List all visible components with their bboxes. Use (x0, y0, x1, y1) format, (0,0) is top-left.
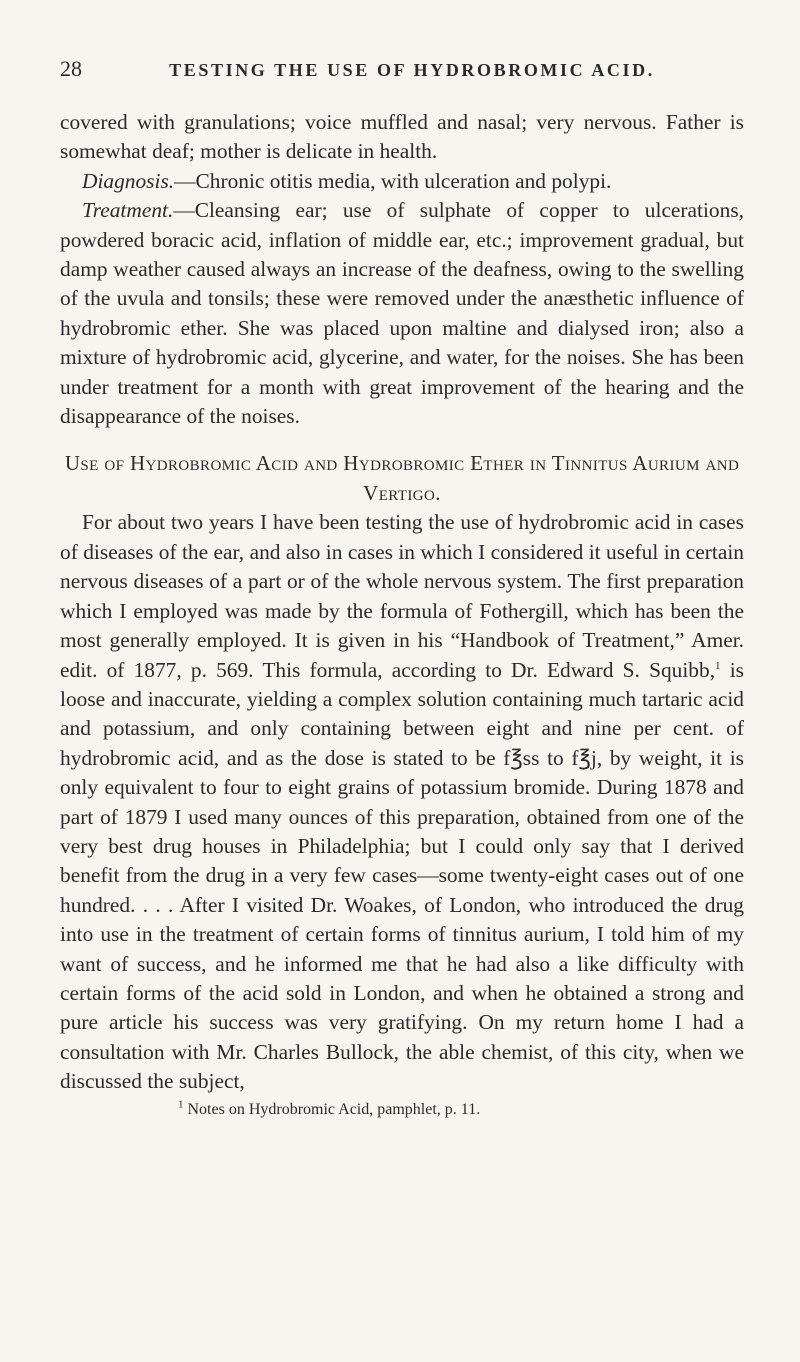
section-heading: Use of Hydrobromic Acid and Hydrobromic Ether in Tinnitus Aurium and Vertigo. (64, 451, 740, 506)
treatment-paragraph (60, 196, 744, 431)
body-text (60, 108, 744, 1097)
treatment-text: —Cleansing ear; use of sulphate of copper to ulcerations, powdered boracic acid, inflation of middle ear, etc.; improvement gradual, but damp weather caused always an increase of the deafness, owing to the swelling of the uvula and tonsils; these were removed under the anæsthetic influence of hydrobromic ether. She was placed upon maltine and dialysed iron; also a mixture of hydrobromic acid, glycerine, and water, for the noises. She has been under treatment for a month with great improvement of the hearing and the disappearance of the noises. (60, 198, 744, 429)
section-paragraph (60, 508, 744, 1096)
footnote-reference[interactable]: 1 (715, 659, 721, 672)
diagnosis-text: —Chronic otitis media, with ulceration and polypi. (174, 168, 612, 193)
footnote (60, 1099, 744, 1121)
section-text-part1: For about two years I have been testing the use of hydrobromic acid in cases of diseases of the ear, and also in cases in which I considered it useful in certain nervous diseases of a part or of the whole nervous system. The first preparation which I employed was made by the formula of Fothergill, which has been the most generally employed. It is given in his “Handbook of Treatment,” Amer. edit. of 1877, p. 569. This formula, according to Dr. Edward S. Squibb, (60, 510, 744, 682)
section-text-part2: is loose and inaccurate, yielding a complex solution containing much tartaric acid and potassium, and only containing between eight and nine per cent. of hydrobromic acid, and as the dose is stated to be f℥ss to f℥j, by weight, it is only equivalent to four to eight grains of potassium bromide. During 1878 and part of 1879 I used many ounces of this preparation, obtained from one of the very best drug houses in Philadelphia; but I could only say that I derived benefit from the drug in a very few cases—some twenty-eight cases out of one hundred. . . . After I visited Dr. Woakes, of London, who introduced the drug into use in the treatment of certain forms of tinnitus aurium, I told him of my want of success, and he informed me that he had also a like difficulty with certain forms of the acid sold in London, and when he obtained a strong and pure article his success was very gratifying. On my return home I had a consultation with Mr. Charles Bullock, the able chemist, of this city, when we discussed the subject, (60, 657, 744, 1094)
diagnosis-label: Diagnosis. (82, 168, 175, 193)
running-header (60, 56, 744, 96)
page-content (60, 56, 744, 1121)
diagnosis-paragraph (60, 167, 744, 196)
paragraph: covered with granulations; voice muffled and nasal; very nervous. Father is somewhat deaf; mother is delicate in health. (60, 110, 744, 164)
treatment-label: Treatment. (82, 198, 174, 223)
footnote-text: Notes on Hydrobromic Acid, pamphlet, p. 11. (183, 1100, 481, 1118)
footnote-marker: 1 (178, 1098, 184, 1111)
page-number: 28 (60, 56, 82, 81)
running-title: TESTING THE USE OF HYDROBROMIC ACID. (169, 60, 655, 80)
